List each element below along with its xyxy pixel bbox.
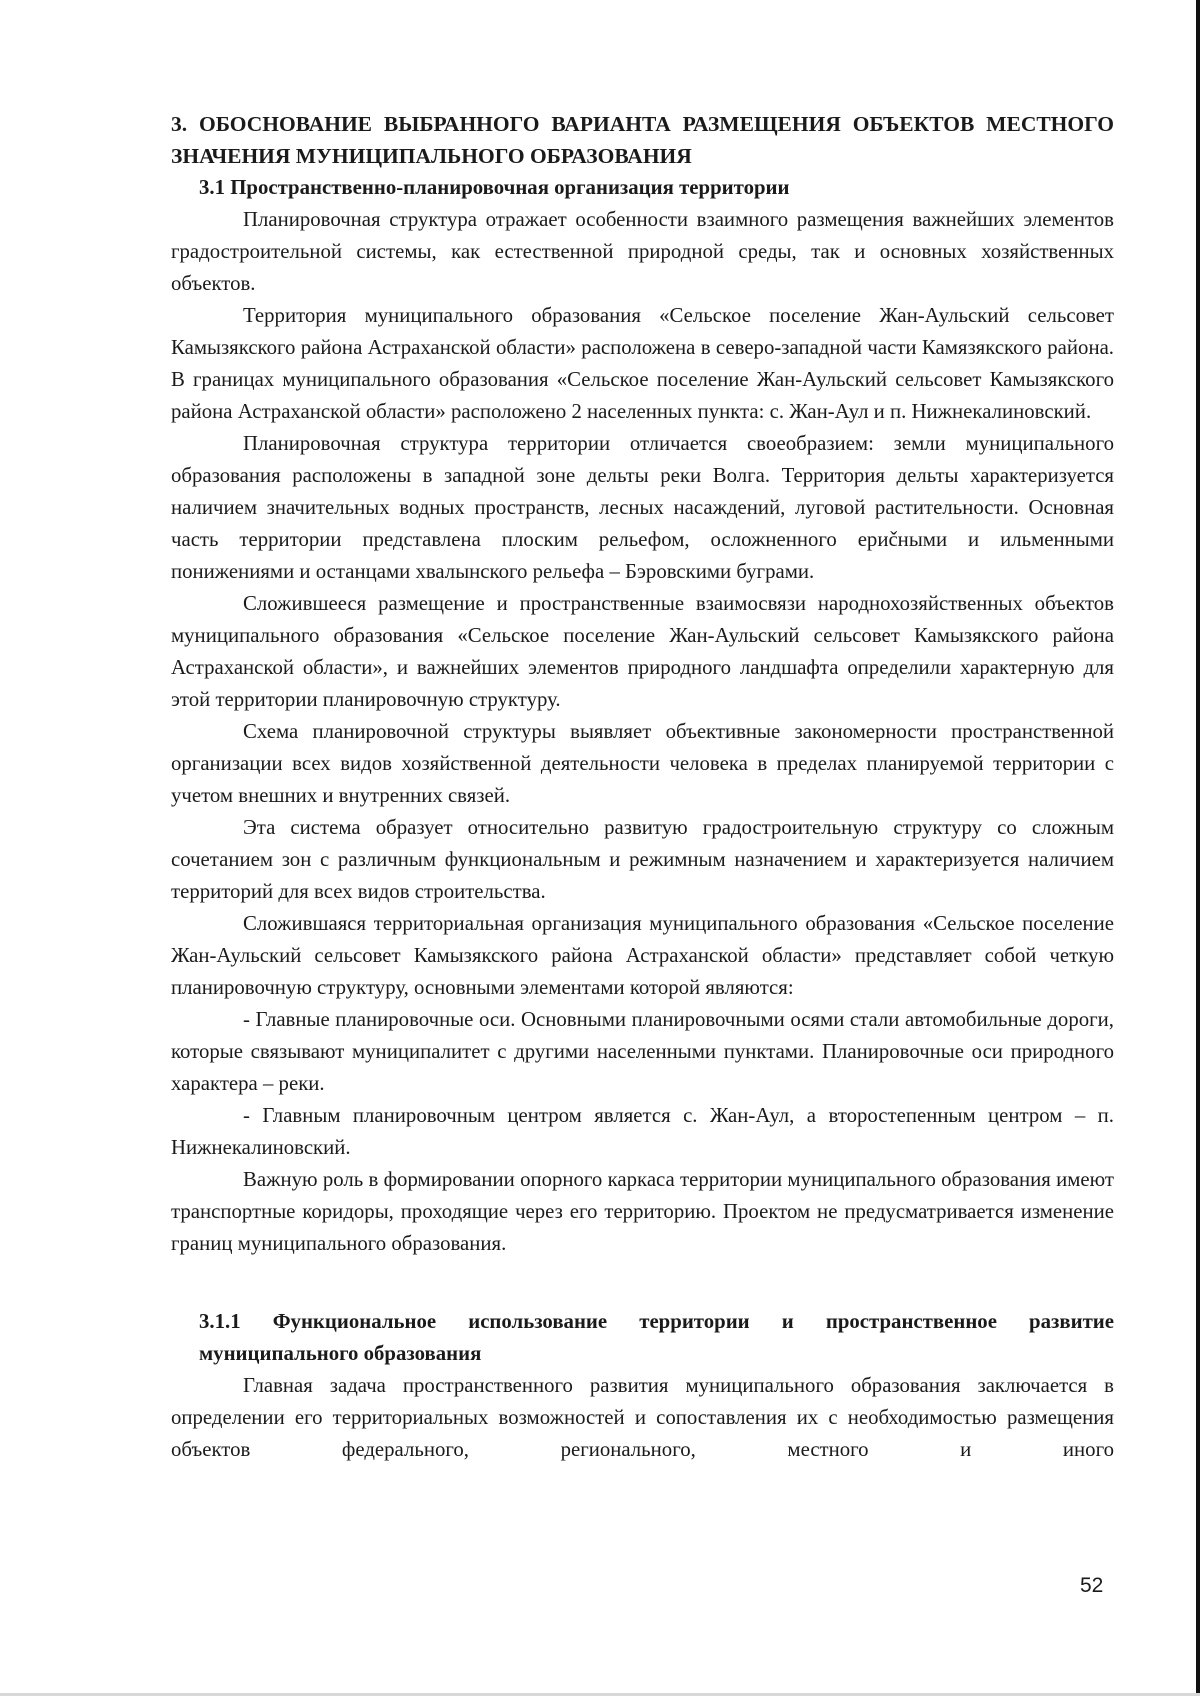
paragraph-2: Территория муниципального образования «Сельское поселение Жан-Аульский сельсовет Камызякского района Астраханской области» расположена в северо-западной части Камязякского района. В границах муниципального образования «Сельское поселение Жан-Аульский сельсовет Камызякского района Астраханской области» расположено 2 населенных пункта: с. Жан-Аул и п. Нижнекалиновский. xyxy=(171,304,1114,423)
paragraph-6: Эта система образует относительно развитую градостроительную структуру со сложным сочетанием зон с различным функциональным и режимным назначением и характеризуется наличием территорий для всех видов строительства. xyxy=(171,816,1114,903)
list-item-planning-axes: - Главные планировочные оси. Основными планировочными осями стали автомобильные дороги, которые связывают муниципалитет с другими населенными пунктами. Планировочные оси природного характера – реки. xyxy=(171,1008,1114,1095)
paragraph-3: Планировочная структура территории отличается своеобразием: земли муниципального образования расположены в западной зоне дельты реки Волга. Территория дельты характеризуется наличием значительных водных пространств, лесных насаждений, луговой растительности. Основная часть территории представлена плоским рельефом, осложненного ериčными и ильменными понижениями и останцами хвалынского рельефа – Бэровскими буграми. xyxy=(171,432,1114,583)
paragraph-4: Сложившееся размещение и пространственные взаимосвязи народнохозяйственных объектов муниципального образования «Сельское поселение Жан-Аульский сельсовет Камызякского района Астраханской области», и важнейших элементов природного ландшафта определили характерную для этой территории планировочную структуру. xyxy=(171,592,1114,711)
document-body xyxy=(171,108,1114,1466)
paragraph-9: Главная задача пространственного развития муниципального образования заключается в определении его территориальных возможностей и сопоставления их с необходимостью размещения объектов федерального, регионального, местного и иного xyxy=(171,1374,1114,1461)
paragraph-7: Сложившаяся территориальная организация муниципального образования «Сельское поселение Жан-Аульский сельсовет Камызякского района Астраханской области» представляет собой четкую планировочную структуру, основными элементами которой являются: xyxy=(171,912,1114,999)
page-right-edge xyxy=(1196,0,1200,1696)
paragraph-1: Планировочная структура отражает особенности взаимного размещения важнейших элементов градостроительной системы, как естественной природной среды, так и основных хозяйственных объектов. xyxy=(171,208,1114,295)
page-number: 52 xyxy=(1080,1574,1104,1597)
list-item-planning-center: - Главным планировочным центром является с. Жан-Аул, а второстепенным центром – п. Нижнекалиновский. xyxy=(171,1104,1114,1159)
paragraph-8: Важную роль в формировании опорного каркаса территории муниципального образования имеют транспортные коридоры, проходящие через его территорию. Проектом не предусматривается изменение границ муниципального образования. xyxy=(171,1168,1114,1255)
subsection-2-title: 3.1.1 Функциональное использование территории и пространственное развитие муниципального образования xyxy=(199,1310,1114,1365)
section-title: 3. ОБОСНОВАНИЕ ВЫБРАННОГО ВАРИАНТА РАЗМЕЩЕНИЯ ОБЪЕКТОВ МЕСТНОГО ЗНАЧЕНИЯ МУНИЦИПАЛЬНОГО ОБРАЗОВАНИЯ xyxy=(171,112,1114,168)
subsection-title: 3.1 Пространственно-планировочная организация территории xyxy=(199,176,790,199)
paragraph-5: Схема планировочной структуры выявляет объективные закономерности пространственной организации всех видов хозяйственной деятельности человека в пределах планируемой территории с учетом внешних и внутренних связей. xyxy=(171,720,1114,807)
